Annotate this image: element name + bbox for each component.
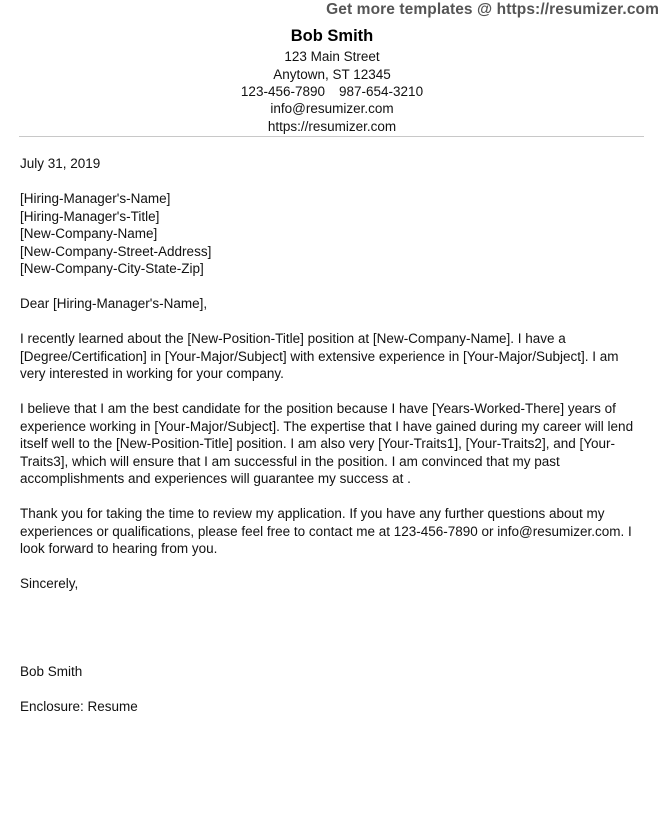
sender-phones [241,84,423,99]
header-divider [19,136,644,137]
letter-body [20,155,644,715]
body-paragraph-1: I recently learned about the [New-Position-Title] position at [New-Company-Name]. I have a [Degree/Certification] in [Your-Major/Subject] with extensive experience in [Your-Major/Subject]. I am very interested in working for your company. [20,331,619,381]
recipient-address [20,190,644,278]
recipient-name: [Hiring-Manager's-Name] [20,191,171,206]
templates-banner: Get more templates @ https://resumizer.com [326,1,659,18]
sender-name: Bob Smith [290,27,374,45]
signer-name: Bob Smith [20,663,83,679]
body-paragraph-3: Thank you for taking the time to review my application. If you have any further questions about my experiences or qualifications, please feel free to contact me at 123-456-7890 or info@resumizer.com. I look forward to hearing from you. [20,506,632,556]
recipient-city-state-zip: [New-Company-City-State-Zip] [20,261,204,276]
sender-website: https://resumizer.com [267,119,397,134]
sender-city: Anytown, ST 12345 [273,67,391,82]
recipient-street: [New-Company-Street-Address] [20,243,212,259]
letter-date: July 31, 2019 [20,156,101,171]
sender-street: 123 Main Street [284,49,380,64]
closing: Sincerely, [20,576,79,591]
recipient-title: [Hiring-Manager's-Title] [20,208,160,224]
recipient-company: [New-Company-Name] [20,226,158,241]
sender-email: info@resumizer.com [270,101,394,116]
enclosure-note: Enclosure: Resume [20,698,138,714]
body-paragraph-2: I believe that I am the best candidate for the position because I have [Years-Worked-There] years of experience working in [Your-Major/Subject]. The expertise that I have gained during my career will lend itself well to the [New-Position-Title] position. I am also very [Your-Traits1], [Your-Traits2], and [Your-Traits3], which will ensure that I am successful in the position. I am convinced that my past accomplishments and experiences will guarantee my success at . [20,401,634,486]
salutation: Dear [Hiring-Manager's-Name], [20,296,208,311]
sender-phone-primary: 123-456-7890 [240,84,325,99]
sender-phone-secondary: 987-654-3210 [339,84,424,99]
